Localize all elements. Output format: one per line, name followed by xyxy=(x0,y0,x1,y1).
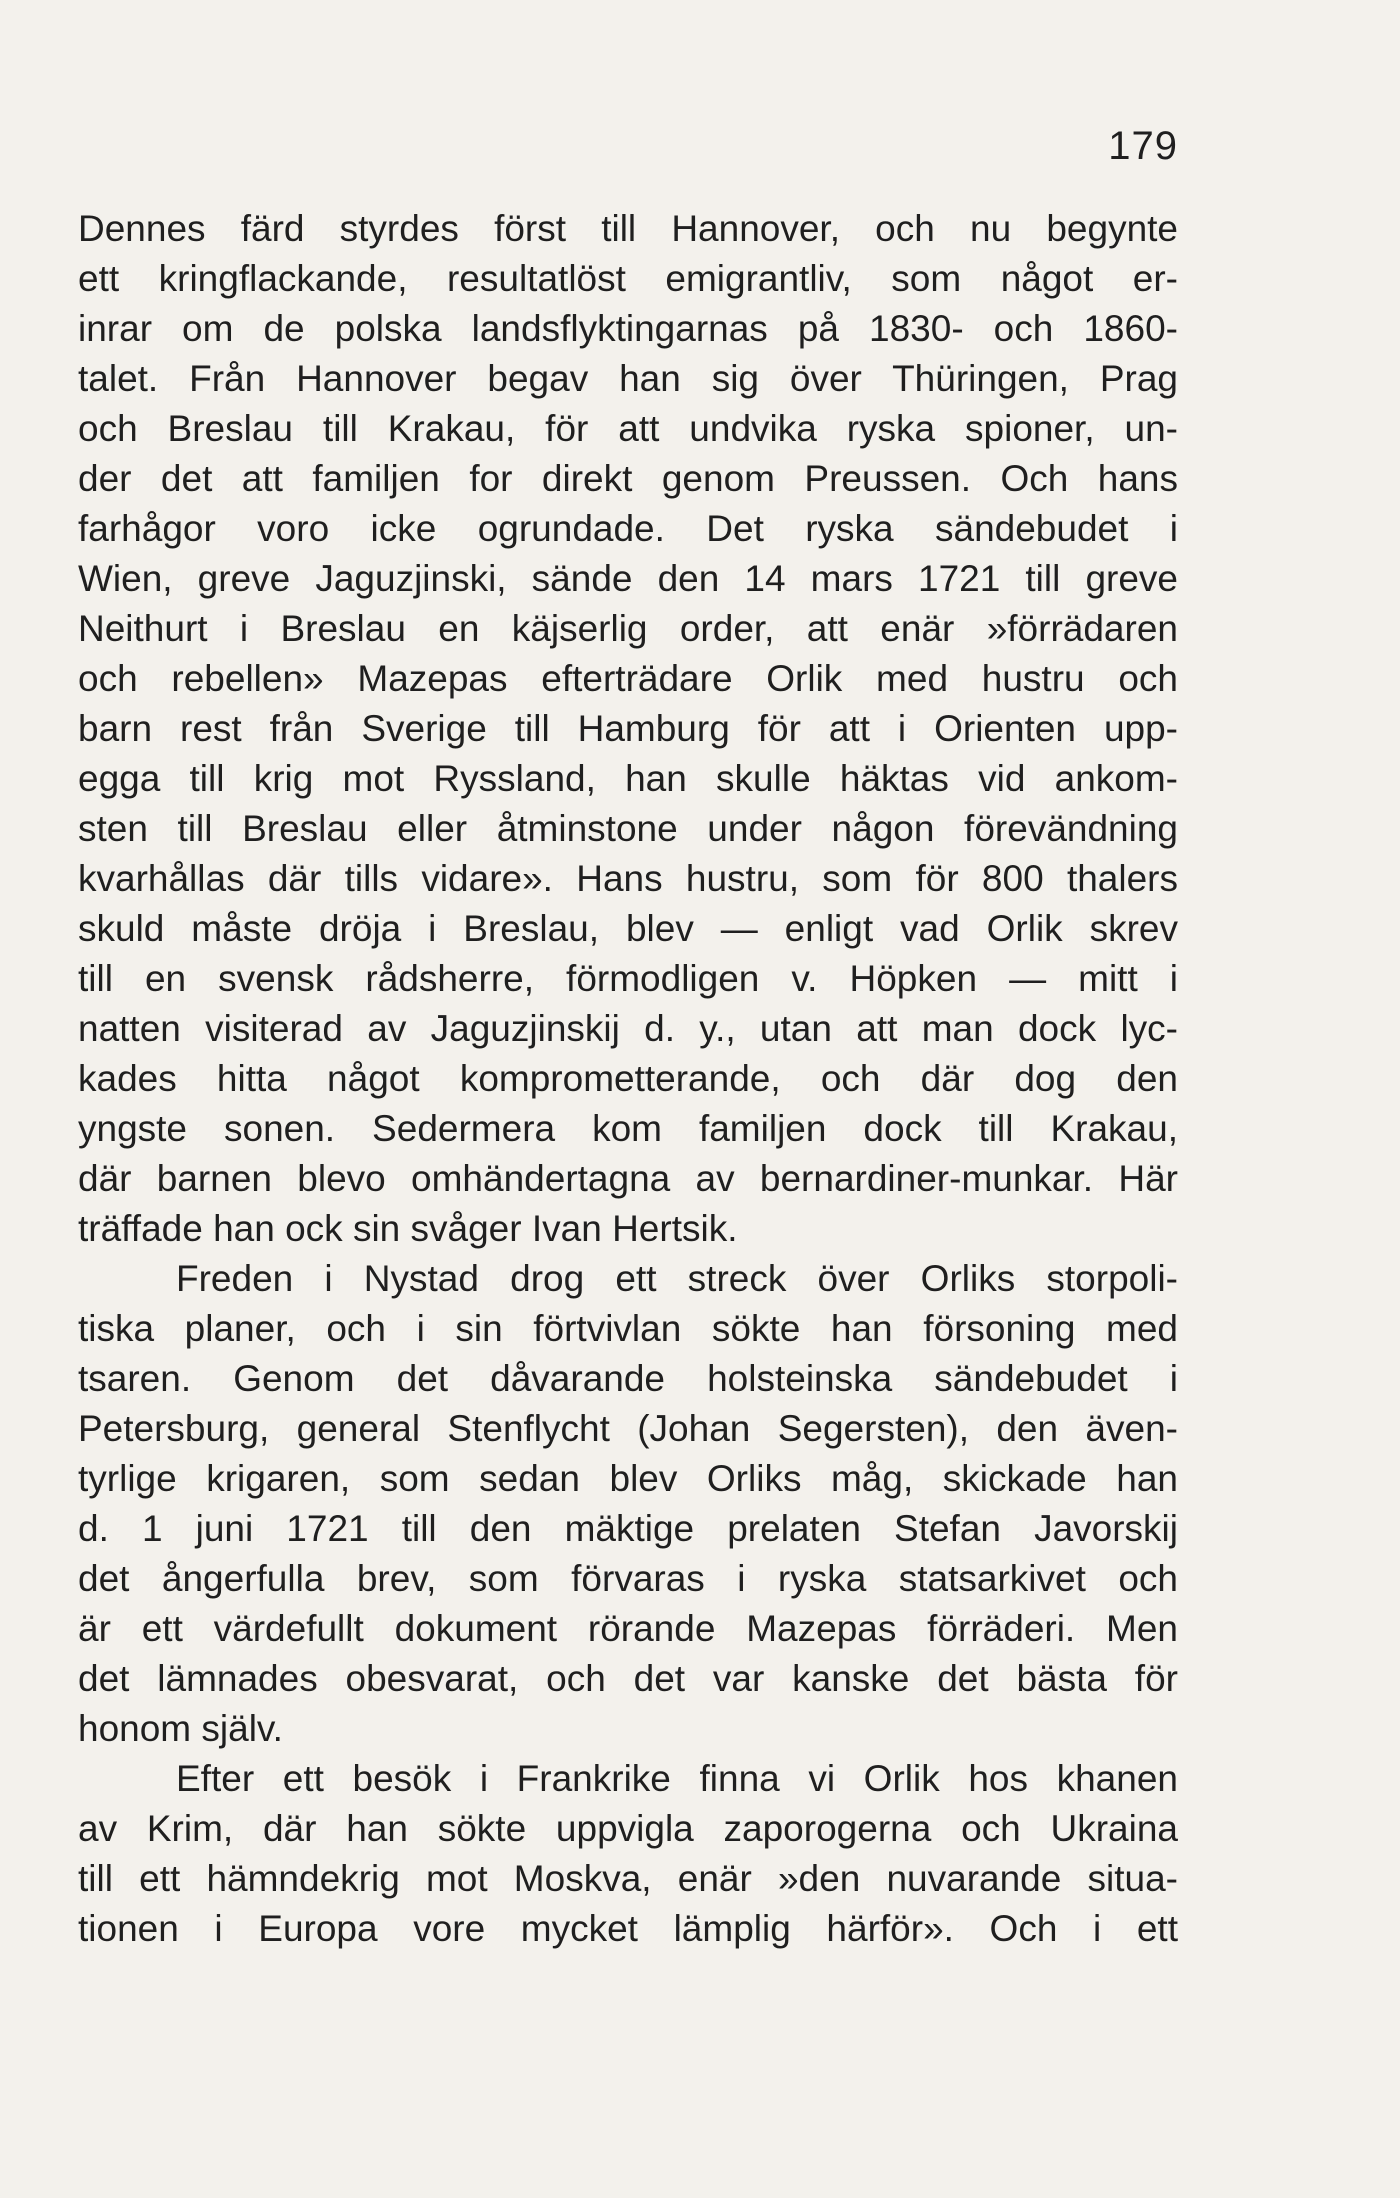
text-line: är ett värdefullt dokument rörande Mazepas förräderi. Men xyxy=(78,1608,1178,1649)
text-line: inrar om de polska landsflyktingarnas på 1830- och 1860- xyxy=(78,308,1178,349)
text-line: Wien, greve Jaguzjinski, sände den 14 mars 1721 till greve xyxy=(78,558,1178,599)
text-line: talet. Från Hannover begav han sig över Thüringen, Prag xyxy=(78,358,1178,399)
text-line: tionen i Europa vore mycket lämplig härför». Och i ett xyxy=(78,1908,1178,1949)
page-number: 179 xyxy=(1108,124,1178,168)
text-line: barn rest från Sverige till Hamburg för att i Orienten upp- xyxy=(78,708,1178,749)
text-line: kvarhållas där tills vidare». Hans hustru, som för 800 thalers xyxy=(78,858,1178,899)
text-line: Freden i Nystad drog ett streck över Orliks storpoli- xyxy=(176,1258,1178,1299)
text-line: det lämnades obesvarat, och det var kanske det bästa för xyxy=(78,1658,1178,1699)
text-line: Neithurt i Breslau en käjserlig order, att enär »förrädaren xyxy=(78,608,1178,649)
text-line: egga till krig mot Ryssland, han skulle häktas vid ankom- xyxy=(78,758,1178,799)
text-line: där barnen blevo omhändertagna av bernardiner-munkar. Här xyxy=(78,1158,1178,1199)
text-line: Dennes färd styrdes först till Hannover, och nu begynte xyxy=(78,208,1178,249)
text-line: kades hitta något komprometterande, och där dog den xyxy=(78,1058,1178,1099)
text-line: Efter ett besök i Frankrike finna vi Orlik hos khanen xyxy=(176,1758,1178,1799)
text-line: tsaren. Genom det dåvarande holsteinska sändebudet i xyxy=(78,1358,1178,1399)
text-line: av Krim, där han sökte uppvigla zaporogerna och Ukraina xyxy=(78,1808,1178,1849)
text-line: och Breslau till Krakau, för att undvika ryska spioner, un- xyxy=(78,408,1178,449)
text-line: Petersburg, general Stenflycht (Johan Segersten), den även- xyxy=(78,1408,1178,1449)
text-line: farhågor voro icke ogrundade. Det ryska sändebudet i xyxy=(78,508,1178,549)
text-line: till en svensk rådsherre, förmodligen v. Höpken — mitt i xyxy=(78,958,1178,999)
text-line: honom själv. xyxy=(78,1708,283,1749)
text-line: ett kringflackande, resultatlöst emigrantliv, som något er- xyxy=(78,258,1178,299)
text-line: yngste sonen. Sedermera kom familjen dock till Krakau, xyxy=(78,1108,1178,1149)
text-line: natten visiterad av Jaguzjinskij d. y., utan att man dock lyc- xyxy=(78,1008,1178,1049)
text-line: tiska planer, och i sin förtvivlan sökte han försoning med xyxy=(78,1308,1178,1349)
text-line: träffade han ock sin svåger Ivan Hertsik. xyxy=(78,1208,738,1249)
text-line: till ett hämndekrig mot Moskva, enär »den nuvarande situa- xyxy=(78,1858,1178,1899)
body-text xyxy=(78,204,1178,1954)
text-line: sten till Breslau eller åtminstone under någon förevändning xyxy=(78,808,1178,849)
text-line: tyrlige krigaren, som sedan blev Orliks måg, skickade han xyxy=(78,1458,1178,1499)
text-line: der det att familjen for direkt genom Preussen. Och hans xyxy=(78,458,1178,499)
text-line: och rebellen» Mazepas efterträdare Orlik med hustru och xyxy=(78,658,1178,699)
text-line: det ångerfulla brev, som förvaras i ryska statsarkivet och xyxy=(78,1558,1178,1599)
text-line: skuld måste dröja i Breslau, blev — enligt vad Orlik skrev xyxy=(78,908,1178,949)
text-line: d. 1 juni 1721 till den mäktige prelaten Stefan Javorskij xyxy=(78,1508,1178,1549)
